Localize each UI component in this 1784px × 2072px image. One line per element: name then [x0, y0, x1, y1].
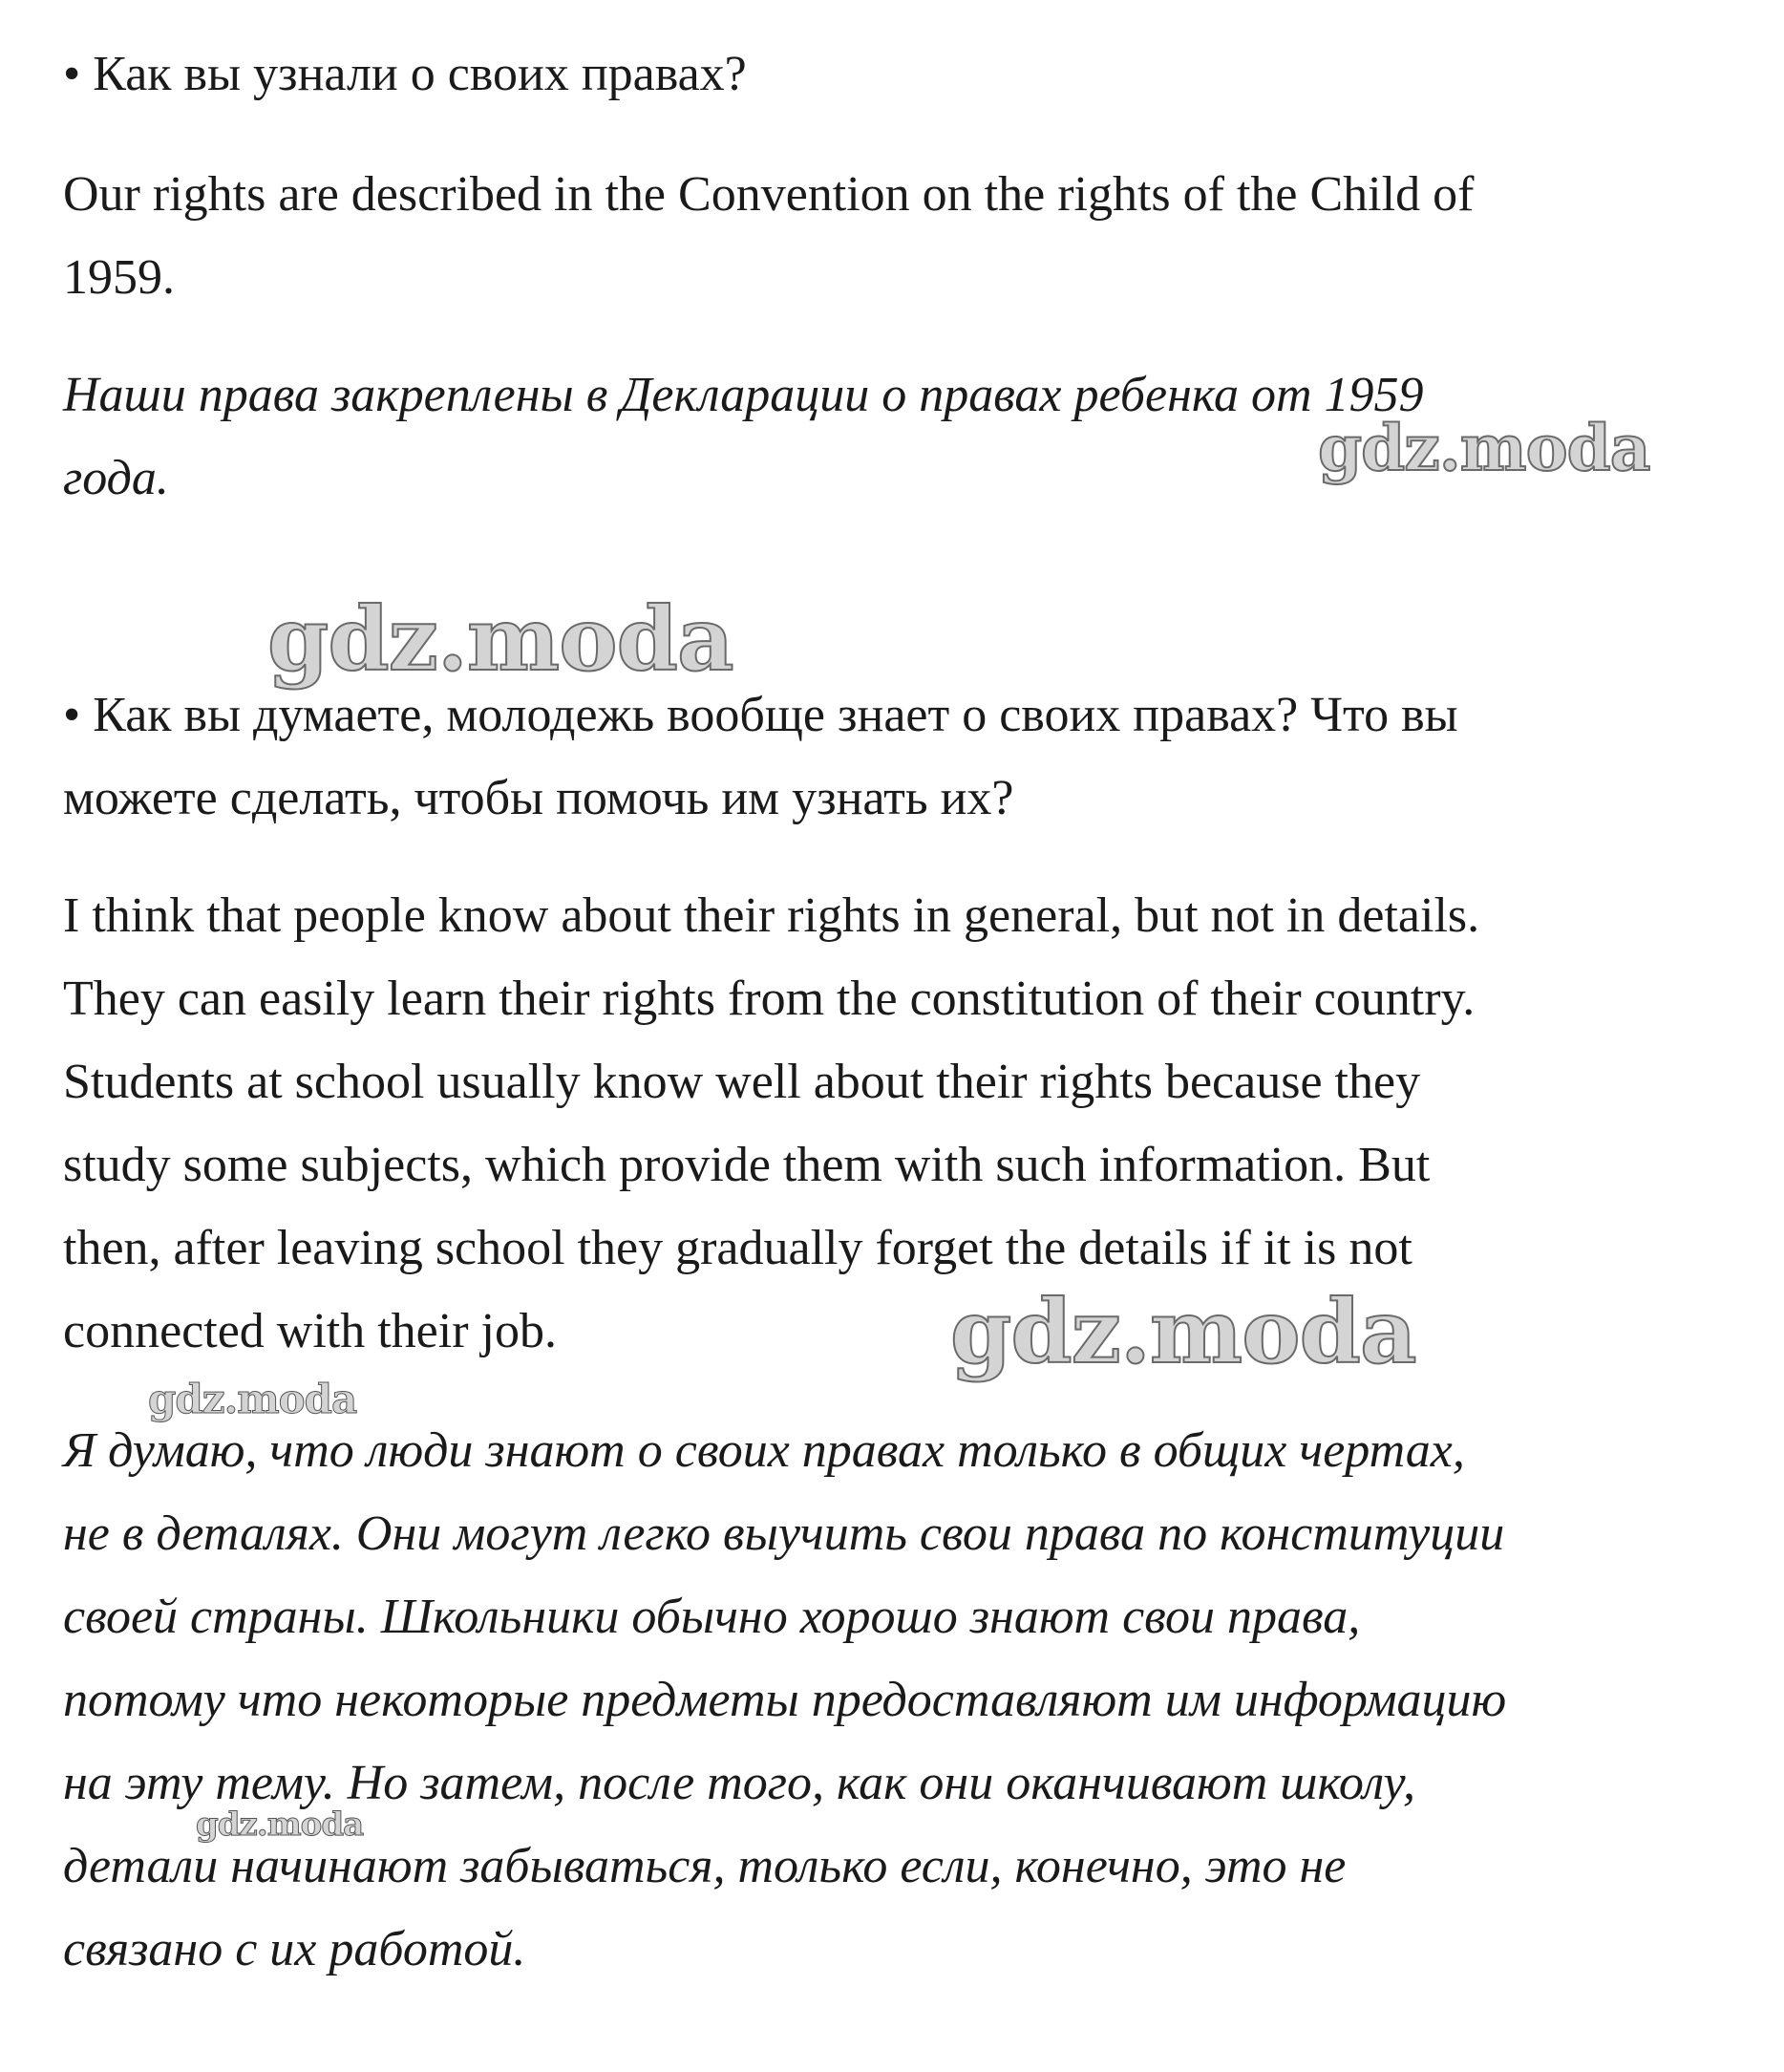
answer-1-russian: [63, 353, 1706, 520]
question-2-line: можете сделать, чтобы помочь им узнать их?: [63, 771, 1014, 825]
answer-2-ru-line: Я думаю, что люди знают о своих правах только в общих чертах,: [63, 1423, 1465, 1478]
answer-2-ru-line: не в деталях. Они могут легко выучить свои права по конституции: [63, 1506, 1505, 1561]
answer-2-en-line: study some subjects, which provide them with such information. But: [63, 1138, 1431, 1192]
answer-2-en-line: connected with their job.: [63, 1304, 557, 1358]
answer-2-russian: [63, 1409, 1706, 1991]
watermark-logo: gdz.moda: [1318, 411, 1650, 485]
watermark-logo: gdz.moda: [196, 1805, 364, 1844]
watermark-logo: gdz.moda: [148, 1376, 357, 1422]
answer-2-ru-line: потому что некоторые предметы предоставляют им информацию: [63, 1673, 1507, 1727]
answer-1-en-line: Our rights are described in the Convention on the rights of the Child of: [63, 167, 1475, 222]
question-2-line: • Как вы думаете, молодежь вообще знает о своих правах? Что вы: [63, 688, 1458, 742]
answer-2-english: [63, 874, 1706, 1373]
answer-2-ru-line: детали начинают забываться, только если, конечно, это не: [63, 1839, 1347, 1893]
watermark-logo: gdz.moda: [950, 1280, 1416, 1383]
answer-1-ru-line: Наши права закреплены в Декларации о правах ребенка от 1959: [63, 368, 1424, 422]
question-2: [63, 673, 1706, 840]
answer-2-ru-line: на эту тему. Но затем, после того, как они оканчивают школу,: [63, 1756, 1416, 1810]
answer-2-ru-line: своей страны. Школьники обычно хорошо знают свои права,: [63, 1590, 1361, 1644]
answer-2-ru-line: связано с их работой.: [63, 1922, 526, 1976]
answer-1-english: [63, 153, 1706, 319]
answer-2-en-line: I think that people know about their rights in general, but not in details.: [63, 888, 1480, 943]
question-1: [63, 32, 1706, 116]
question-1-text: • Как вы узнали о своих правах?: [63, 47, 747, 101]
answer-1-ru-line: года.: [63, 451, 169, 505]
answer-2-en-line: They can easily learn their rights from the constitution of their country.: [63, 972, 1476, 1026]
answer-2-en-line: Students at school usually know well about their rights because they: [63, 1055, 1421, 1109]
watermark-logo: gdz.moda: [267, 587, 733, 691]
answer-1-en-line: 1959.: [63, 250, 175, 305]
answer-2-en-line: then, after leaving school they gradually forget the details if it is not: [63, 1221, 1412, 1275]
